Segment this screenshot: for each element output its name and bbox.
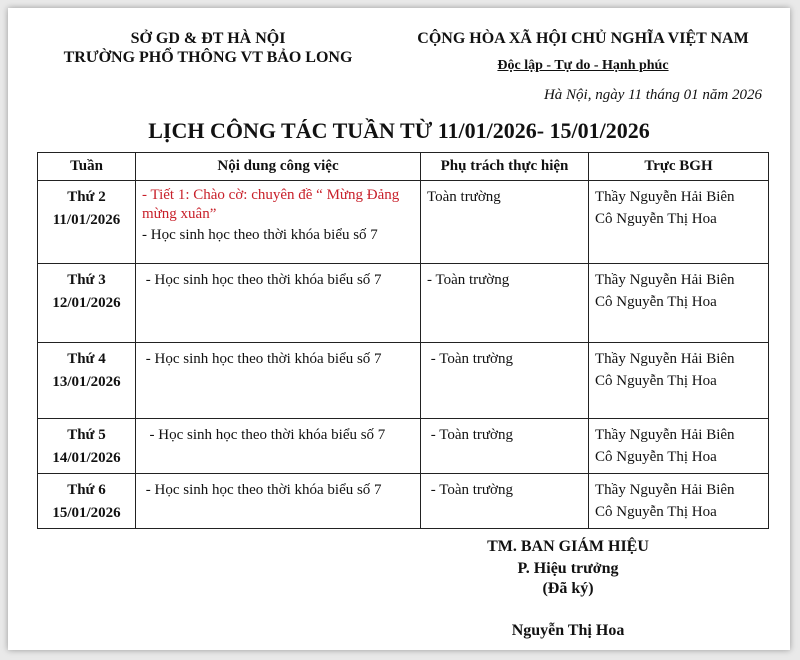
owner-cell: - Toàn trường (421, 343, 589, 419)
duty-2: Cô Nguyễn Thị Hoa (595, 449, 717, 465)
document-page (8, 8, 790, 650)
signature-signed: (Đã ký) (542, 580, 594, 597)
table-row (38, 264, 769, 343)
day-date: 13/01/2026 (52, 374, 121, 390)
content-cell: - Học sinh học theo thời khóa biểu số 7 (136, 264, 421, 343)
day-date: 12/01/2026 (52, 295, 121, 311)
duty-cell (589, 264, 769, 343)
day-cell (38, 264, 136, 343)
duty-1: Thầy Nguyễn Hải Biên (595, 189, 735, 205)
owner-cell: - Toàn trường (421, 264, 589, 343)
duty-cell (589, 474, 769, 529)
signature-name: Nguyễn Thị Hoa (511, 622, 625, 639)
duty-1: Thầy Nguyễn Hải Biên (595, 272, 735, 288)
col-owner: Phụ trách thực hiện (421, 153, 589, 181)
day-label: Thứ 2 (67, 189, 106, 205)
nation-title: CỘNG HÒA XÃ HỘI CHỦ NGHĨA VIỆT NAM (417, 30, 749, 47)
table-row (38, 343, 769, 419)
motto: Độc lập - Tự do - Hạnh phúc (497, 58, 669, 73)
content-cell: - Học sinh học theo thời khóa biểu số 7 (136, 343, 421, 419)
schedule-table (37, 152, 769, 529)
duty-1: Thầy Nguyễn Hải Biên (595, 351, 735, 367)
col-week: Tuần (38, 153, 136, 181)
content-text: - Học sinh học theo thời khóa biểu số 7 (142, 227, 378, 243)
day-label: Thứ 6 (67, 482, 106, 498)
table-row (38, 181, 769, 264)
duty-cell (589, 343, 769, 419)
duty-cell (589, 419, 769, 474)
day-date: 14/01/2026 (52, 450, 121, 466)
day-date: 11/01/2026 (52, 212, 121, 228)
owner-cell: - Toàn trường (421, 474, 589, 529)
col-content: Nội dung công việc (136, 153, 421, 181)
owner-cell: - Toàn trường (421, 419, 589, 474)
day-date: 15/01/2026 (52, 505, 121, 521)
content-cell (136, 181, 421, 264)
duty-2: Cô Nguyễn Thị Hoa (595, 294, 717, 310)
table-header (38, 153, 769, 181)
document-title: LỊCH CÔNG TÁC TUẦN TỪ 11/01/2026- 15/01/2026 (148, 118, 650, 143)
document-date: Hà Nội, ngày 11 tháng 01 năm 2026 (543, 87, 762, 103)
signature-role: P. Hiệu trưởng (517, 560, 619, 577)
school-name: TRƯỜNG PHỔ THÔNG VT BẢO LONG (63, 49, 353, 66)
owner-cell: Toàn trường (421, 181, 589, 264)
table-row (38, 419, 769, 474)
day-cell (38, 419, 136, 474)
day-cell (38, 474, 136, 529)
department-name: SỞ GD & ĐT HÀ NỘI (130, 30, 286, 47)
duty-1: Thầy Nguyễn Hải Biên (595, 427, 735, 443)
duty-cell (589, 181, 769, 264)
content-cell: - Học sinh học theo thời khóa biểu số 7 (136, 474, 421, 529)
day-cell (38, 343, 136, 419)
day-label: Thứ 5 (67, 427, 106, 443)
day-cell (38, 181, 136, 264)
content-cell: - Học sinh học theo thời khóa biểu số 7 (136, 419, 421, 474)
duty-1: Thầy Nguyễn Hải Biên (595, 482, 735, 498)
duty-2: Cô Nguyễn Thị Hoa (595, 504, 717, 520)
day-label: Thứ 3 (67, 272, 106, 288)
col-duty: Trực BGH (589, 153, 769, 181)
table-row (38, 474, 769, 529)
day-label: Thứ 4 (67, 351, 106, 367)
duty-2: Cô Nguyễn Thị Hoa (595, 373, 717, 389)
signature-org: TM. BAN GIÁM HIỆU (487, 538, 649, 555)
duty-2: Cô Nguyễn Thị Hoa (595, 211, 717, 227)
highlight-content: - Tiết 1: Chào cờ: chuyên đề “ Mừng Đảng mừng xuân” (142, 187, 400, 222)
